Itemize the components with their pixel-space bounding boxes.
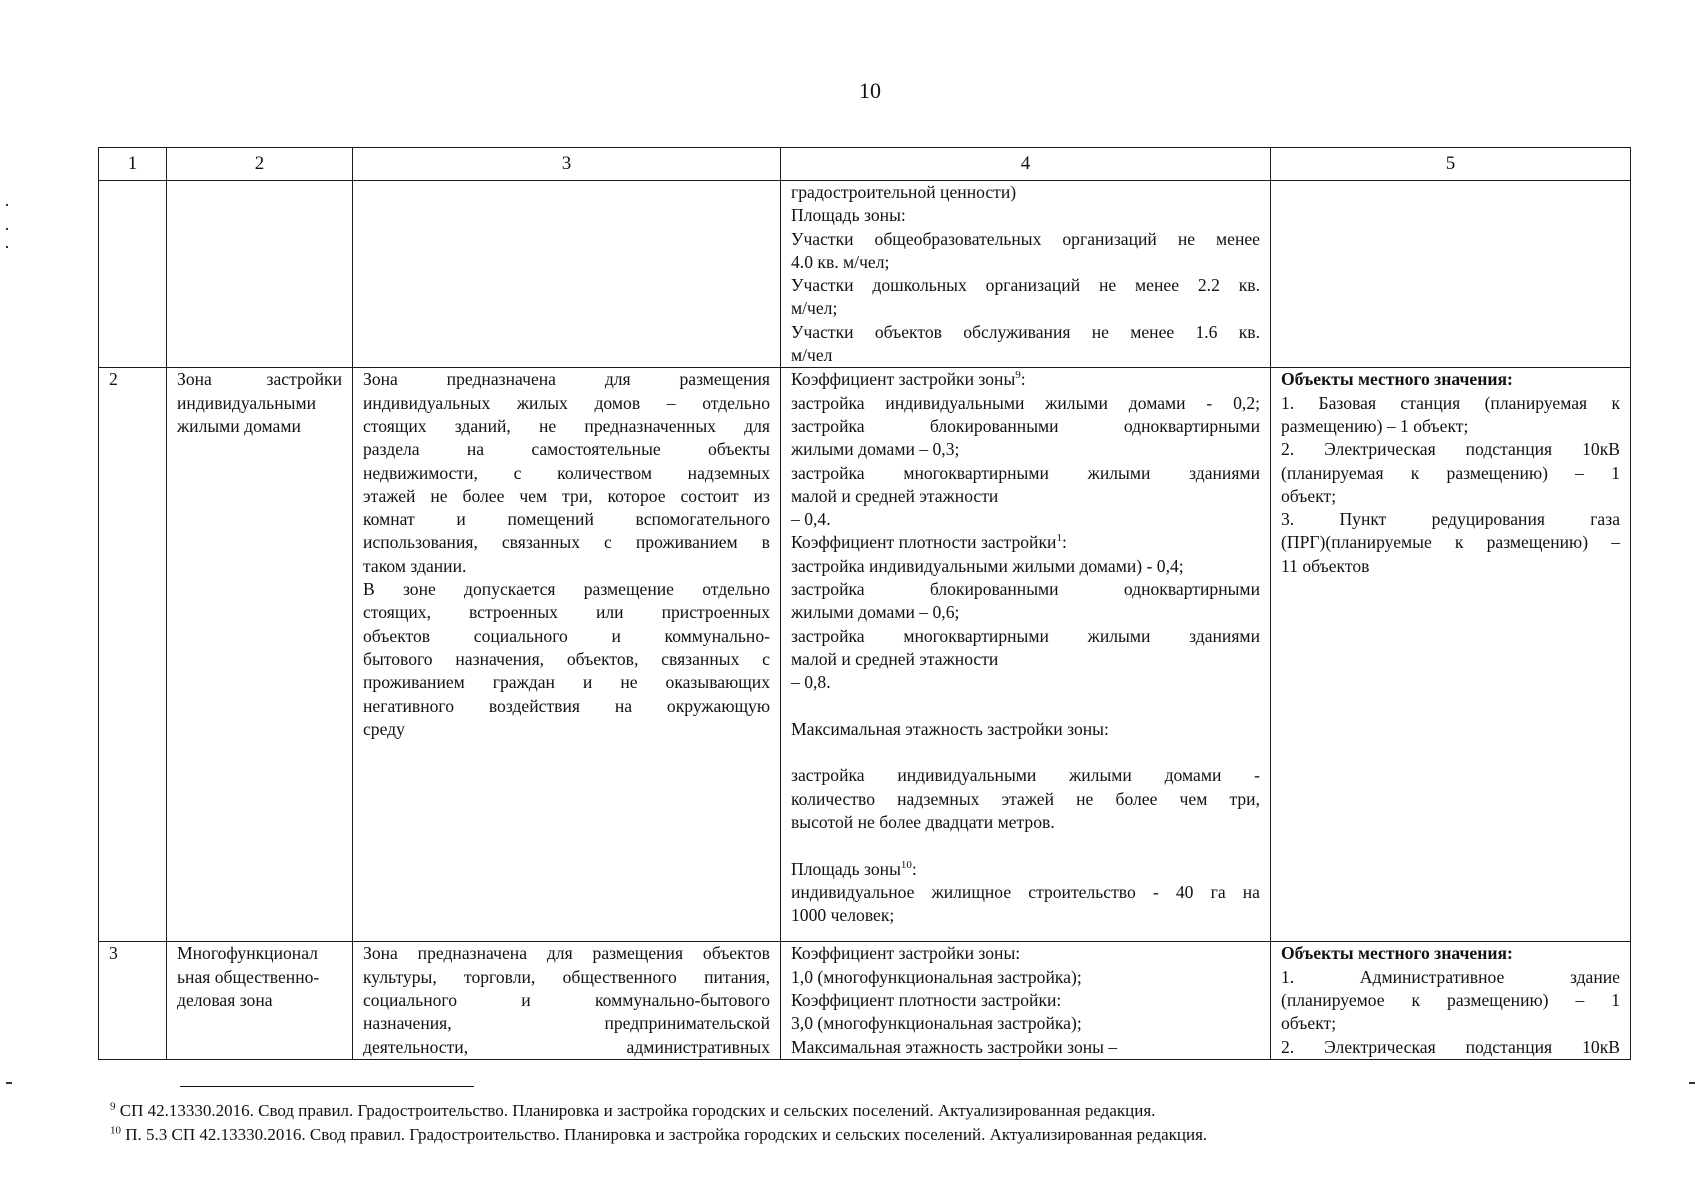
text-line: комнат и помещений вспомогательного <box>363 509 770 530</box>
text-line: (планируемое к размещению) – 1 <box>1281 989 1620 1010</box>
text-line: высотой не более двадцати метров. <box>791 812 1055 833</box>
text-line: В зоне допускается размещение отдельно <box>363 579 770 600</box>
zone-name-cell <box>167 368 353 942</box>
table-row <box>99 942 1631 1059</box>
text-line: проживанием граждан и не оказывающих <box>363 672 770 693</box>
footnote-ref: 10 <box>900 858 912 871</box>
text-line: малой и средней этажности <box>791 648 999 669</box>
text-line: 1000 человек; <box>791 905 895 926</box>
text-line: бытового назначения, объектов, связанных с <box>363 648 770 669</box>
text-line: культуры, торговли, общественного питания, <box>363 966 770 987</box>
zone-description-cell <box>353 181 781 368</box>
text-line: Зона предназначена для размещения объектов <box>363 943 770 964</box>
column-header: 5 <box>1271 148 1631 181</box>
text-line: 2. Электрическая подстанция 10кВ <box>1281 439 1620 460</box>
text-line: жилыми домами – 0,6; <box>791 602 960 623</box>
text-line: (ПРГ)(планируемые к размещению) – <box>1281 532 1620 553</box>
column-header: 3 <box>353 148 781 181</box>
text-line: застройка индивидуальными жилыми домами - <box>791 765 1260 786</box>
page-number: 10 <box>859 78 881 103</box>
table-row <box>99 181 1631 368</box>
local-objects-title: Объекты местного значения: <box>1281 943 1513 964</box>
text-line: индивидуальных жилых домов – отдельно <box>363 392 770 413</box>
text-line: жилыми домами – 0,3; <box>791 439 960 460</box>
text-line: Зона застройки <box>177 369 342 390</box>
text-line: среду <box>363 718 405 739</box>
text-line: Максимальная этажность застройки зоны – <box>791 1036 1118 1057</box>
footnote <box>110 1124 1207 1146</box>
text-line: объект; <box>1281 485 1337 506</box>
building-coefficient-title: Коэффициент застройки зоны$^9$: <box>791 369 1026 390</box>
zone-name-cell <box>167 181 353 368</box>
zoning-table <box>98 147 1631 1060</box>
row-number-cell: 3 <box>99 942 167 1059</box>
text-line: 3. Пункт редуцирования газа <box>1281 509 1620 530</box>
row-number-cell: 2 <box>99 368 167 942</box>
spacer <box>791 695 1260 718</box>
zone-parameters-cell <box>781 368 1271 942</box>
zone-description-cell <box>353 368 781 942</box>
text-line: этажей не более чем три, которое состоит из <box>363 485 770 506</box>
text-line: Коэффициент застройки зоны: <box>791 943 1021 964</box>
footnote-ref: 9 <box>1015 369 1021 382</box>
column-header: 2 <box>167 148 353 181</box>
text-line: объект; <box>1281 1013 1337 1034</box>
zone-description-cell <box>353 942 781 1059</box>
local-objects-title: Объекты местного значения: <box>1281 369 1513 390</box>
table-row <box>99 368 1631 942</box>
edge-mark <box>1689 1082 1695 1084</box>
text-line: м/чел <box>791 345 833 366</box>
text-line: стоящих зданий, не предназначенных для <box>363 415 770 436</box>
text-line: Коэффициент плотности застройки: <box>791 989 1062 1010</box>
text-line: ьная общественно- <box>177 966 320 987</box>
local-objects-cell <box>1271 942 1631 1059</box>
local-objects-cell <box>1271 181 1631 368</box>
spacer <box>791 834 1260 857</box>
footnote-text: СП 42.13330.2016. Свод правил. Градостроительство. Планировка и застройка городских и сельских поселений. Актуализированная редакция. <box>119 1101 1156 1120</box>
footnote-ref: 1 <box>1056 532 1062 545</box>
text-line: 2. Электрическая подстанция 10кВ <box>1281 1036 1620 1057</box>
area-title: Площадь зоны$^{10}$: <box>791 858 917 879</box>
text-line: деятельности, административных <box>363 1036 770 1057</box>
text-line: 4.0 кв. м/чел; <box>791 251 890 272</box>
text-line: использования, связанных с проживанием в <box>363 532 770 553</box>
text-line: Зона предназначена для размещения <box>363 369 770 390</box>
row-number-cell <box>99 181 167 368</box>
text-line: 1. Административное здание <box>1281 966 1620 987</box>
text-line: 11 объектов <box>1281 555 1370 576</box>
text-line: застройка блокированными одноквартирными <box>791 415 1260 436</box>
text-line: таком здании. <box>363 555 467 576</box>
edge-mark <box>6 1082 12 1084</box>
text-line: Площадь зоны: <box>791 205 906 226</box>
text-line: раздела на самостоятельные объекты <box>363 439 770 460</box>
text-line: стоящих, встроенных или пристроенных <box>363 602 770 623</box>
text-line: социального и коммунально-бытового <box>363 989 770 1010</box>
text-line: негативного воздействия на окружающую <box>363 695 770 716</box>
text-line: размещению) – 1 объект; <box>1281 415 1469 436</box>
text-line: жилыми домами <box>177 415 301 436</box>
text-line: индивидуальное жилищное строительство - 40 га на <box>791 881 1260 902</box>
max-floors-title: Максимальная этажность застройки зоны: <box>791 718 1109 739</box>
table-header-row <box>99 148 1631 181</box>
text-line: застройка многоквартирными жилыми зданиями <box>791 462 1260 483</box>
text-line: м/чел; <box>791 298 838 319</box>
footnote-separator <box>180 1086 474 1087</box>
text-line: Многофункционал <box>177 943 318 964</box>
text-line: застройка блокированными одноквартирными <box>791 579 1260 600</box>
density-coefficient-title: Коэффициент плотности застройки$^1$: <box>791 532 1067 553</box>
footnote-marker: 9 <box>110 1100 116 1113</box>
footnote-text: П. 5.3 СП 42.13330.2016. Свод правил. Градостроительство. Планировка и застройка городских и сельских поселений. Актуализированная редакция. <box>125 1125 1208 1144</box>
footnote <box>110 1100 1155 1122</box>
spacer <box>791 741 1260 764</box>
text-line: недвижимости, с количеством надземных <box>363 462 770 483</box>
text-line: Участки общеобразовательных организаций не менее <box>791 228 1260 249</box>
local-objects-cell <box>1271 368 1631 942</box>
text-line: Участки объектов обслуживания не менее 1.6 кв. <box>791 321 1260 342</box>
column-header: 1 <box>99 148 167 181</box>
edge-mark <box>6 246 8 248</box>
text-line: индивидуальными <box>177 392 316 413</box>
zone-name-cell <box>167 942 353 1059</box>
text-line: градостроительной ценности) <box>791 182 1017 202</box>
text-line: малой и средней этажности <box>791 485 999 506</box>
text-line: (планируемая к размещению) – 1 <box>1281 462 1620 483</box>
text-line: 1,0 (многофункциональная застройка); <box>791 966 1082 987</box>
text-line: застройка индивидуальными жилыми домами) - 0,4; <box>791 555 1184 576</box>
text-line: деловая зона <box>177 989 273 1010</box>
zone-parameters-cell <box>781 181 1271 368</box>
zone-parameters-cell <box>781 942 1271 1059</box>
text-line: – 0,4. <box>791 509 831 530</box>
text-line: – 0,8. <box>791 672 831 693</box>
text-line: застройка индивидуальными жилыми домами - 0,2; <box>791 392 1260 413</box>
text-line: 3,0 (многофункциональная застройка); <box>791 1013 1082 1034</box>
text-line: количество надземных этажей не более чем три, <box>791 788 1260 809</box>
text-line: Участки дошкольных организаций не менее 2.2 кв. <box>791 275 1260 296</box>
text-line: назначения, предпринимательской <box>363 1013 770 1034</box>
text-line: 1. Базовая станция (планируемая к <box>1281 392 1620 413</box>
footnote-marker: 10 <box>110 1124 121 1137</box>
edge-mark <box>6 204 8 206</box>
text-line: объектов социального и коммунально- <box>363 625 770 646</box>
text-line: застройка многоквартирными жилыми зданиями <box>791 625 1260 646</box>
edge-mark <box>6 228 8 230</box>
column-header: 4 <box>781 148 1271 181</box>
